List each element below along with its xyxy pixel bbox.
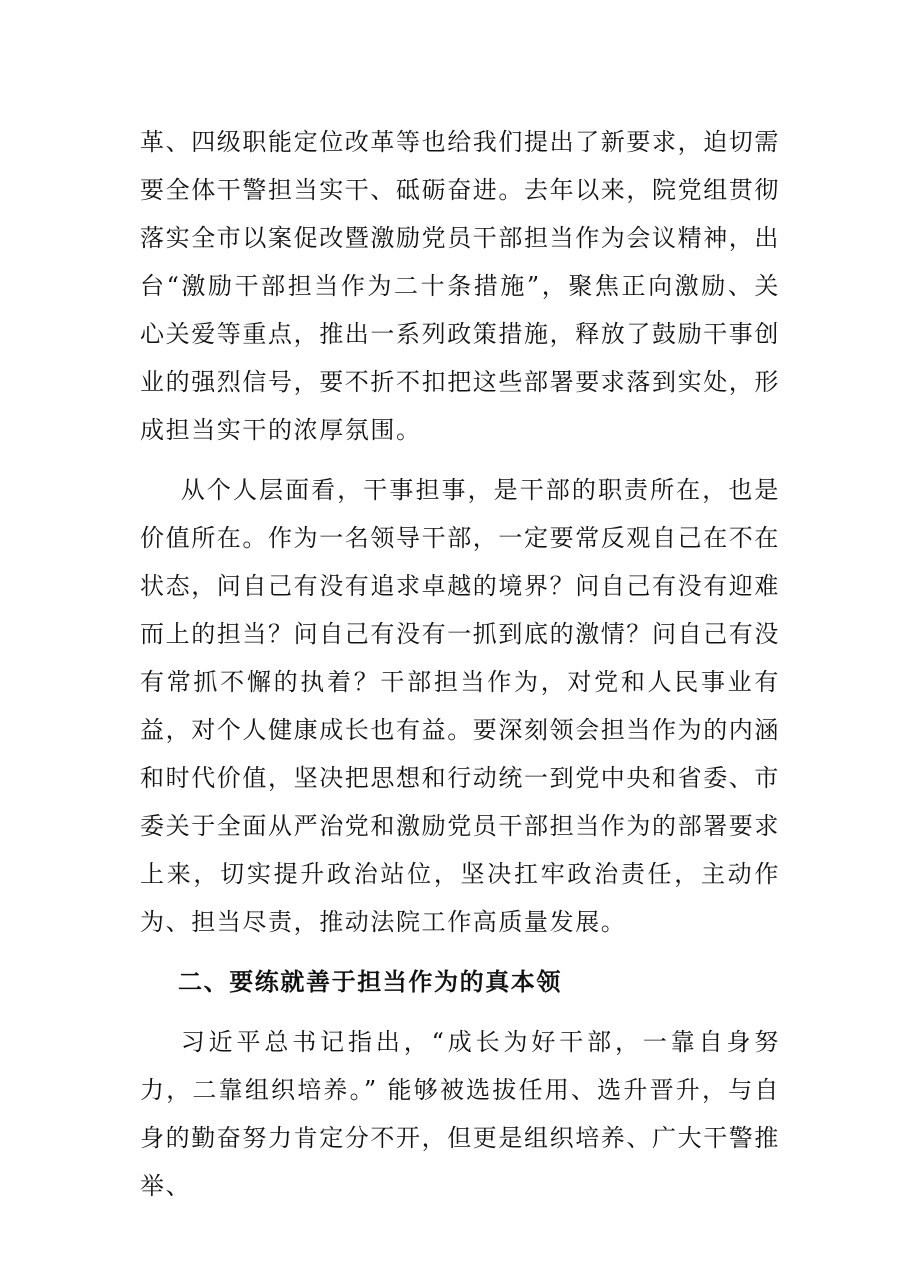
paragraph-continued: 革、四级职能定位改革等也给我们提出了新要求，迫切需要全体干警担当实干、砥砺奋进。去年以来，院党组贯彻落实全市以案促改暨激励党员干部担当作为会议精神，出台“激励干部担当作为二十条措施”，聚焦正向激励、关心关爱等重点，推出一系列政策措施，释放了鼓励干事创业的强烈信号，要不折不扣把这些部署要求落到实处，形成担当实干的浓厚氛围。 [140, 128, 780, 444]
document-body [140, 118, 780, 1210]
section-heading: 二、要练就善于担当作为的真本领 [178, 967, 562, 996]
paragraph-after-heading: 习近平总书记指出，“成长为好干部，一靠自身努力，二靠组织培养。” 能够被选拔任用、选升晋升，与自身的勤奋努力肯定分不开，但更是组织培养、广大干警推举、 [140, 1028, 780, 1200]
paragraph-personal-level: 从个人层面看，干事担事，是干部的职责所在，也是价值所在。作为一名领导干部，一定要常反观自己在不在状态，问自己有没有追求卓越的境界？问自己有没有迎难而上的担当？问自己有没有一抓到底的激情？问自己有没有常抓不懈的执着？干部担当作为，对党和人民事业有益，对个人健康成长也有益。要深刻领会担当作为的内涵和时代价值，坚决把思想和行动统一到党中央和省委、市委关于全面从严治党和激励党员干部担当作为的部署要求上来，切实提升政治站位，坚决扛牢政治责任，主动作为、担当尽责，推动法院工作高质量发展。 [140, 476, 780, 936]
